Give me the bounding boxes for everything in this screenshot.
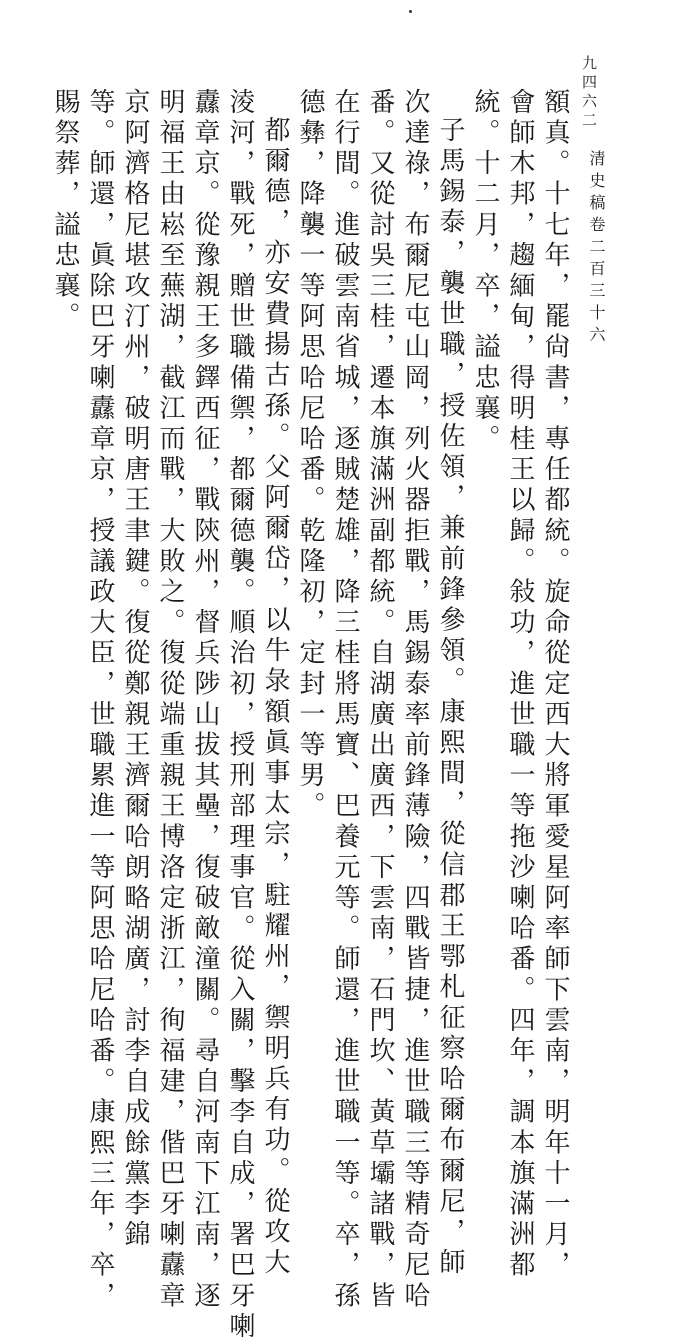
text-column-11: 纛章京。從豫親王多鐸西征，戰陝州，督兵陟山拔其壘，復破敵潼關。尋自河南下江南，逐 [190,88,220,1312]
text-column-12: 明福王由崧至蕪湖，截江而戰，大敗之。復從端重親王博洛定浙江，徇福建，偕巴牙喇纛章 [155,88,185,1312]
text-column-7: 在行間。進破雲南省城，逐賊楚雄，降三桂將馬寶、巴養元等。師還，進世職一等。卒，孫 [330,88,360,1312]
text-column-5: 次達祿，布爾尼屯山岡，列火器拒戰，馬錫泰率前鋒薄險，四戰皆捷，進世職三等精奇尼哈 [400,88,430,1312]
text-column-3: 統。十二月，卒，謚忠襄。 [470,88,500,456]
page-number: 九四六二 [580,55,598,131]
running-title: 清史稿卷二百三十六 [587,150,606,348]
text-column-13: 京阿濟格尼堪攻汀州，破明唐王聿鍵。復從鄭親王濟爾哈朗略湖廣，討李自成餘黨李錦 [120,88,150,1251]
scan-speck [409,10,412,13]
text-column-14: 等。師還，眞除巴牙喇纛章京，授議政大臣，世職累進一等阿思哈尼哈番。康熙三年，卒， [85,88,115,1312]
text-column-4: 子馬錫泰，襲世職，授佐領，兼前鋒參領。康熙間，從信郡王鄂札征察哈爾布爾尼，師 [435,116,465,1279]
text-column-2: 會師木邦，趨緬甸，得明桂王以歸。敍功，進世職一等拖沙喇哈番。四年，調本旗滿洲都 [505,88,535,1282]
text-column-6: 番。又從討吳三桂，遷本旗滿洲副都統。自湖廣出廣西，下雲南，石門坎、黃草壩諸戰，皆 [365,88,395,1312]
text-column-9: 都爾德，亦安費揚古孫。父阿爾岱，以牛彔額眞事太宗，駐耀州，禦明兵有功。從攻大 [260,116,290,1279]
text-column-1: 額真。十七年，罷尙書，專任都統。旋命從定西大將軍愛星阿率師下雲南，明年十一月， [540,88,570,1282]
text-column-10: 淩河，戰死，贈世職備禦，都爾德襲。順治初，授刑部理事官。從入關，擊李自成，署巴牙喇 [225,88,255,1343]
text-column-15: 賜祭葬，謚忠襄。 [50,88,80,333]
text-column-8: 德彝，降襲一等阿思哈尼哈番。乾隆初，定封一等男。 [295,88,325,823]
